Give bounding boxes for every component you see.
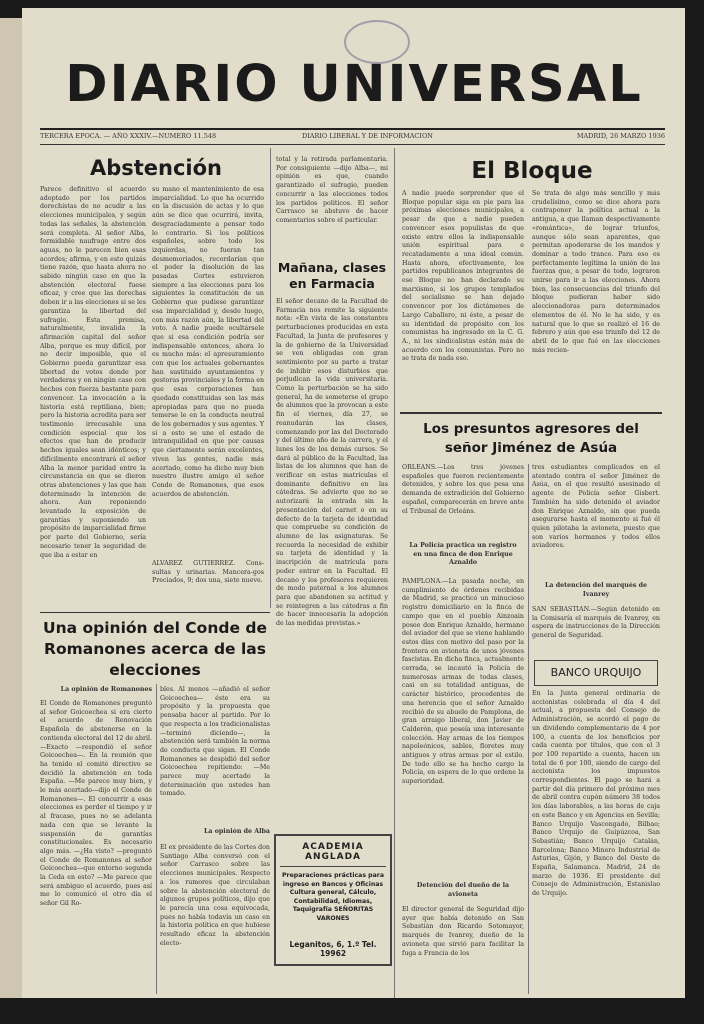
bloque-headline: El Bloque	[471, 158, 593, 184]
opinion-subhead: La opinión de Romanones	[60, 686, 152, 693]
section-rule	[400, 412, 662, 414]
banco-urquijo-body: En la Junta general ordinaria de accionistas celebrada el día 4 del actual, a propuesta del Consejo de Administración, se acordó el pago de un dividendo complementario de 4 por 100, a cuenta de los beneficios por cada cuenta por títulos, que con el 3 por 100 repartido a cuenta, hacen un total de 6 por 100, siendo de cargo del accionista los impuestos correspondientes. El pago se hará a partir del día primero del próximo mes de abril contra cupón número 38 todos los días laborables, a las horas de caja en este Banco y en Agencias en Sevilla; Banco Urquijo Vascongado, Bilbao; Banco Urquijo de Guipúzcoa, San Sebastián; Banco Urquijo Catalán, Barcelona; Banco Minero Industrial de Asturias, Gijón, y Banco del Oeste de España, Salamanca. Madrid, 24 de marzo de 1936. El presidente del Consejo de Administración, Estanislao de Urquijo.	[532, 690, 660, 898]
presuntos-subhead-2: Detención del dueño de la avioneta	[416, 882, 510, 898]
presuntos-column-1b: PAMPLONA.—La pasada noche, en cumplimiento de órdenes recibidas de Madrid, se practicó un minucioso registro domiciliario en la finca de campo que en el pueblo Ainzoain posee don Enrique Aznaldo, hermano del aviador del que se viene hablando estos días con motivo del paso por la frontera en avioneta de unos jóvenes fascistas. En dicha finca, actualmente cerrada, se incautó la Policía de numerosas armas de todas clases, casi en su totalidad antiguas, de carácter histórico, procedentes de una herencia que el señor Aznaldo recibió de su abuelo de Pamplona, de gran arraigo liberal, don Javier de Calderón, que poseía una interesante colección. Hay armas de los tiempos napoleónicos, sables, floretes muy antiguos y otras armas por el estilo. De todo ello se ha hecho cargo la Policía, en espera de lo que ordene la superioridad.	[402, 578, 524, 786]
presuntos-subhead-3: La detención del marqués de Ivanrey	[545, 582, 647, 598]
column-divider	[528, 464, 529, 994]
opinion-column-1: El Conde de Romanones preguntó al señor Goicoechea si era cierto el acuerdo de Renovación Española de abstenerse en la contienda electoral del 12 de abril. —Exacto —respondió el señor Goicoechea—. En la reunión que ha tenido el comité directivo se decidió la abstención en toda España. —Me parece muy bien, y le más acertado—dijo el Conde de Romanones—. El concurrir a esas elecciones es perder el tiempo y ir al fracaso, pues no se adelanta nada con que se levante la suspensión de garantías constitucionales. Es necesario algo más. —¿Ha visto? —preguntó el Conde de Romanones al señor Goicoechea—que entorno segunda la Ceda en esto? —Me parece que será ambiguo el acuerdo, pues así me lo comunicó el otro día el señor Gil Ro-	[40, 700, 152, 908]
abstencion-column-2: su mano el mantenimiento de esa imparcialidad. Lo que ha ocurrido en la discusión de actas y lo que aún se dice que ocurrirá, invita, desgraciadamente a pensar todo lo contrario. Si los políticos españoles, sobre todo los izquierdas, no fueran tan desmemoriados, recordarían que el poder la disolución de las pasadas Cortes estuvieron siempre a las elecciones para los siguientes la constitución de un Gobierno que pudiese garantizar esa imparcialidad y, desde luego, con más razón aún, la libertad del voto. A nadie puede ocultársele que si esa condición podría ser indispensable entonces, ahora lo es mucho más: el apresuramiento con que los actuales gobernantes han sustituido ayuntamientos y gestoras provinciales y la forma en que esas corporaciones han quedado constituidas son las más apropiadas para que no pueda temerse le en la conducta neutral de los gobernados y sus agentes. Y si a esto se une el estado de intranquilidad en que por causas que ciertamente serán excelentes, viven las gentes, nadie más acertado, como ha dicho muy bien nuestro ilustre amigo el señor Conde de Romanones, que esos acuerdos de abstención.	[152, 186, 264, 498]
column-divider	[156, 684, 157, 994]
academia-anglada-address: Leganitos, 6, 1.º Tel. 19962	[289, 940, 377, 958]
academia-anglada-ad	[274, 834, 392, 966]
presuntos-column-2: tres estudiantes complicados en el atentado contra el señor Jiménez de Asúa, en el que resultó asesinado el agente de Policía señor Gisbert. También ha sido detenido el aviador don Enrique Aznaldo, sin que pueda asegurarse hasta el momento si fué él quien pilotaba la avioneta, puesto que son varios hermanos y todos ellos aviadores.	[532, 464, 660, 550]
manana-headline: Mañana, clases en Farmacia	[277, 260, 387, 291]
banco-urquijo-title: BANCO URQUIJO	[550, 666, 642, 679]
opinion-headline: Una opinión del Conde de Romanones acerca de las elecciones	[43, 619, 267, 679]
adjacent-page-edge	[0, 18, 24, 998]
bloque-column-1: A nadie puede sorprender que el Bloque popular siga en pie para las próximas elecciones municipales, a pesar de que a nadie pueden convencer esos populistas de que existe entre ellos la indispensable unión espiritual para e recatadamente a una ideal común. Hasta ahora, efectivamente, los partidos republicanos integrantes de ese Bloque no han declarado su marxismo, si los grupos templados del socialismo se han dejado convencer por los dictámenes de Largo Caballero, ni éste, a pesar de su identidad de propósito con los comunistas ha ingresado en la C. G. A., ni los sindicalistas están más de acuerdo con los comunistas. Pero no se trata de nada eso.	[402, 190, 524, 363]
opinion-column-2: bles. Al menos —añadió el señor Goicoechea— éste era su propósito y la propuesta que pensaba hacer al partido. Por lo que respecta a los tradicionalistas —terminó diciendo—, la abstención será también la norma de conducta que sigan. El Conde Romanones se despidió del señor Goicoechea repitiendo: —Me parece muy acertado la determinación que ustedes han tomado.	[160, 686, 270, 798]
masthead-epoca: TERCERA EPOCA. — AÑO XXXIV.—NUMERO 11.548	[40, 132, 217, 140]
opinion-column-2b: El ex presidente de las Cortes don Santiago Alba conversó con el señor Carrasco sobre las elecciones municipales. Respecto a los rumores que circulaban sobre la abstención electoral de algunos grupos políticos, dijo que le parecía una cosa equivocada, pues no había todavía un caso en la historia política en que hubiese resultado eficaz la abstención electo-	[160, 844, 270, 947]
opinion-subhead-2: La opinión de Alba	[204, 828, 270, 835]
presuntos-headline: Los presuntos agresores del señor Jiménez de Asúa	[423, 421, 639, 456]
presuntos-column-1c: El director general de Seguridad dijo ayer que había detenido en San Sebastián don Ricardo Sotomayor, marqués de Ivanrey, dueño de la avioneta que sirvió para facilitar la fuga a Francia de los	[402, 906, 524, 957]
abstencion-signature: ALVAREZ GUTIERREZ. Cons-sultas y urinarias. Mancera-gos Preciados, 9; dos una, siete nueve.	[152, 560, 264, 585]
presuntos-column-1: ORLEANS.—Los tres jóvenes españoles que fueron recientemente detenidos, y sobre los que pesa una demanda de extradición del Gobierno español, comparecerán en breve ante el Tribunal de Orleáns.	[402, 464, 524, 515]
masthead-tagline: DIARIO LIBERAL Y DE INFORMACION	[302, 132, 433, 140]
manana-body: El señor decano de la Facultad de Farmacia nos remite la siguiente nota: «En vista de las constantes perturbaciones producidas en esta Facultad, la Junta de profesores y la de gobierno de la Universidad se ven obligadas con gran sentimiento por su parte a tratar de inhibir esos disturbios que perjudican la vida universitaria. Como la perturbación se ha sido general, ha de someterse el grupo de alumnos que la provocan a este fin el viernes, día 27, se reanudarán las clases, comenzando por las del Doctorado y del último año de la carrera, y el lunes los de los demás cursos. Se dará al público de la Facultad, las listas de los alumnos que han de verificar en estas matrículas el dominante definitivo en las cátedras. Se advierte que no se autorizará la entrada sin la presentación del carnet o en su defecto de la tarjeta de identidad que compruebe su condición de alumno de las asignaturas. Se recuerda la necesidad de exhibir su tarjeta de identidad y la inscripción de matrícula para poder entrar en la Facultad. El decano y los profesores requieren de modo paternal a los alumnos para que abandonen su actitud y se reintegren a las cátedras a fin de hacer innecesaria la adopción de las medidas previstas.»	[276, 298, 388, 628]
masthead-dateline: MADRID, 26 MARZO 1936	[576, 132, 665, 140]
section-rule	[40, 612, 270, 613]
masthead-title: DIARIO UNIVERSAL	[65, 55, 643, 114]
abstencion-column-1: Parece definitivo el acuerdo adoptado por los partidos derechistas de no acudir a las elecciones municipales, y según todas las señales, la abstención será completa. Al señor Alba, formidable naufrago entre dos aguas, no le parecen bien esas acordes; afirma, y en esto quizás tiene razón, que hasta ahora no sabido ningún caso en que la abstención electoral fuese eficaz, y cree que las derechas deben ir a las elecciones si se les garantiza la libertad del sufragio. Esta premisa, naturalmente, invalida la afirmación capital del señor Alba, porque es muy difícil, por no decir imposible, que el Gobierno pueda garantizar esa libertad de votos donde por verdaderas y en ningún caso con hechos con fuerza bastante para convencer. La invocación a la historia está reptiliana, bien; pero la historia acredita para ser testimonio irrecusable una condición especial que los efectos que han de producir hechos iguales sean idénticos; y difícilmente encontrará el señor Alba la menor paridad entre la circunstancia en que se dieron otras abstenciones y las que han determinado la intención de ahora. Aun reponiendo levantado la exposición de garantías y suponiendo un propósito de imparcialidad firme por parte del Gobierno, sería necesario tener la seguridad de que iba a estar en	[40, 186, 146, 559]
masthead-rule	[40, 128, 665, 130]
abstencion-headline: Abstención	[89, 156, 223, 180]
presuntos-subhead-1: La Policía practica un registro en una finca de don Enrique Aznaldo	[409, 542, 517, 567]
presuntos-column-2b: SAN SEBASTIAN.—Según detenido en la Comisaría el marqués de Ivanrey, en espera de instrucciones de la Dirección general de Seguridad.	[532, 606, 660, 640]
column-divider	[270, 148, 271, 608]
column-divider	[394, 148, 395, 998]
banco-urquijo-title-box	[534, 660, 658, 686]
masthead-subline	[40, 132, 665, 144]
dateline-rule	[40, 144, 665, 145]
newspaper-page	[22, 8, 685, 998]
bloque-column-2: Se trata de algo más sencillo y más crudelísimo, como se dice ahora para contraponer la política actual a la antigua, a que llaman despectivamente «romántica», de lograr triunfos, aunque sólo sean aparentes, que permitan apoderarse de los mandos y dominar a todo trance. Para eso es perfectamente legítima la unión de las fuerzas que, a pesar de todo, lograron unirse para ir a las elecciones. Ahora bien, las consecuencias del triunfo del bloque pudieran haber sido aleccionadoras para determinados elementos de él. No le ha sido, y es natural que lo que se realizó el 16 de febrero y aún que ese triunfo del 12 de abril de lo que fué en las elecciones más recien-	[532, 190, 660, 354]
academia-anglada-body: Preparaciones prácticas para ingreso en Bancos y Oficinas Cultura general, Cálculo, Contabilidad, Idiomas, Taquigrafía SEÑORITAS VARONES	[282, 872, 385, 922]
academia-anglada-title: ACADEMIA ANGLADA	[280, 842, 386, 867]
abstencion-column-3: total y la retirada parlamentaria. Por consiguiente —dijo Alba—, mi opinión es que, cuando garantizado el sufragio, pueden concurrir a las elecciones todos los partidos políticos. El señor Carrasco se abstuvo de hacer comentarios sobre el particular.	[276, 156, 388, 224]
